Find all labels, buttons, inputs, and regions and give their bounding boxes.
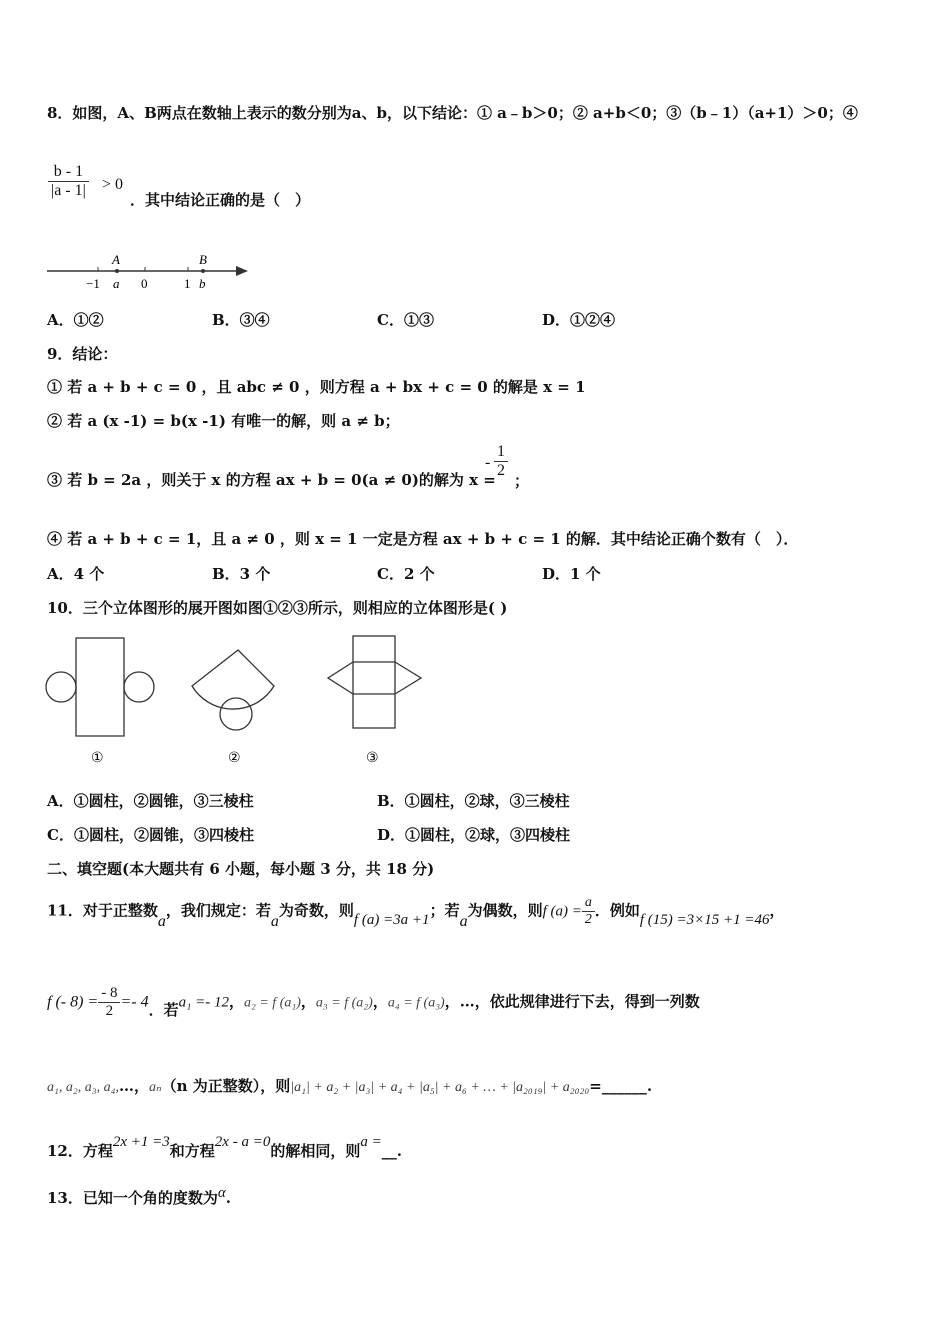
q11-f-even-frac bbox=[582, 895, 595, 928]
q11-part1: 11．对于正整数 bbox=[47, 901, 158, 920]
q11-comma-1: ， bbox=[228, 992, 244, 1011]
q11-comma: ， bbox=[769, 901, 785, 920]
label-A: A bbox=[112, 252, 120, 267]
q11-l2-part1: ．若 bbox=[148, 1000, 179, 1019]
label-1: 1 bbox=[184, 276, 191, 291]
q12-part3: 的解相同，则 bbox=[270, 1142, 361, 1160]
net-label-3: ③ bbox=[366, 750, 379, 766]
label-b: b bbox=[199, 276, 206, 291]
q8-tail: ．其中结论正确的是（ ） bbox=[130, 191, 311, 209]
q9-s3-fraction-numerator: 1 bbox=[494, 443, 508, 462]
q8-option-b: B．③④ bbox=[212, 311, 270, 329]
q11-answer-blank: =______. bbox=[589, 1077, 653, 1095]
q9-s3-end: ； bbox=[514, 472, 530, 490]
q12-answer-blank: __. bbox=[381, 1142, 402, 1160]
q8-fraction bbox=[48, 163, 89, 200]
q11-a4-eq: a₄ = f (a₃) bbox=[387, 995, 445, 1011]
q10-option-c: C．①圆柱，②圆锥，③四棱柱 bbox=[47, 826, 254, 844]
q13-line bbox=[47, 1187, 231, 1208]
label-0: 0 bbox=[141, 276, 148, 291]
q10-text: 10．三个立体图形的展开图如图①②③所示，则相应的立体图形是( ) bbox=[47, 599, 508, 617]
q11-comma-3: ， bbox=[372, 992, 388, 1011]
q11-sum-expr: |a₁| + a₂ + |a₃| + a₄ + |a₅| + a₆ + … + |a₂₀₁₉| + a₂₀₂₀ bbox=[290, 1080, 590, 1095]
q9-statement-2: ② 若 a (x -1) = b(x -1) 有唯一的解，则 a ≠ b； bbox=[47, 412, 400, 430]
q10-option-b: B．①圆柱，②球，③三棱柱 bbox=[377, 792, 570, 810]
q11-a1-eq: a₁ =- 12 bbox=[178, 994, 229, 1011]
q8-fraction-numerator: b - 1 bbox=[48, 163, 89, 182]
q9-statement-4: ④ 若 a + b + c = 1，且 a ≠ 0 ，则 x = 1 一定是方程 ax + b + c = 1 的解．其中结论正确个数有（ ）． bbox=[47, 530, 799, 548]
q12-eq3: a = bbox=[360, 1134, 382, 1150]
net-cylinder bbox=[46, 638, 154, 736]
q9-option-c: C．2 个 bbox=[377, 565, 435, 583]
q11-line1 bbox=[47, 895, 785, 928]
point-b bbox=[201, 269, 205, 273]
q11-part4: ；若 bbox=[429, 901, 460, 920]
q9-statement-1: ① 若 a + b + c = 0 ，且 abc ≠ 0 ，则方程 a + bx + c = 0 的解是 x = 1 bbox=[47, 378, 586, 396]
q9-option-b: B．3 个 bbox=[212, 565, 271, 583]
net-cone bbox=[192, 650, 274, 730]
q11-part2: ，我们规定：若 bbox=[165, 901, 271, 920]
net-label-2: ② bbox=[228, 750, 241, 766]
q11-ex2-num: - 8 bbox=[98, 985, 120, 1003]
q11-var-a3: a bbox=[459, 912, 468, 930]
q8-fraction-denominator: |a - 1| bbox=[51, 182, 86, 199]
q11-ex2-frac bbox=[98, 985, 120, 1020]
label-a: a bbox=[113, 276, 120, 291]
q11-part3: 为奇数，则 bbox=[278, 901, 354, 920]
q11-f-odd: f (a) =3a +1 bbox=[353, 911, 430, 928]
q11-var-a2: a bbox=[270, 912, 279, 930]
q11-var-a1: a bbox=[157, 912, 166, 930]
q11-ex2-rhs: =- 4 bbox=[120, 993, 149, 1011]
q11-example1: f (15) =3×15 +1 =46 bbox=[639, 911, 770, 928]
q12-eq2: 2x - a =0 bbox=[214, 1134, 271, 1150]
section-2-heading: 二、填空题(本大题共有 6 小题，每小题 3 分，共 18 分) bbox=[47, 860, 435, 878]
q11-part6: ．例如 bbox=[594, 901, 640, 920]
net-figures bbox=[40, 628, 430, 770]
q8-text: 8．如图，A、B两点在数轴上表示的数分别为a、b，以下结论：① a﹣b＞0；② a+b＜0；③（b﹣1）（a+1）＞0；④ bbox=[47, 104, 858, 122]
q8-fraction-gt: > 0 bbox=[102, 176, 124, 193]
q9-option-a: A．4 个 bbox=[47, 565, 105, 583]
q11-f-even-den: 2 bbox=[584, 912, 592, 927]
net-prism bbox=[328, 636, 421, 728]
q9-s3-fraction bbox=[494, 443, 508, 480]
q11-comma-2: ， bbox=[300, 992, 316, 1011]
q11-f-even-num: a bbox=[582, 895, 595, 912]
q9-title: 9．结论： bbox=[47, 345, 118, 363]
point-a bbox=[115, 269, 119, 273]
q11-f-even-lhs: f (a) = bbox=[542, 903, 582, 920]
number-line-arrow bbox=[236, 266, 248, 276]
q9-statement-3: ③ 若 b = 2a ，则关于 x 的方程 ax + b = 0(a ≠ 0)的解为 x = bbox=[47, 471, 496, 489]
q11-l2-part2: ，…，依此规律进行下去，得到一列数 bbox=[444, 992, 700, 1011]
q11-l3-part2: （n 为正整数），则 bbox=[161, 1077, 291, 1095]
q12-part1: 12．方程 bbox=[47, 1142, 113, 1160]
q12-line bbox=[47, 1134, 402, 1161]
q11-part5: 为偶数，则 bbox=[467, 901, 543, 920]
q9-s3-fraction-denominator: 2 bbox=[497, 462, 505, 479]
q11-ex2-den: 2 bbox=[105, 1003, 114, 1019]
q8-option-a: A．①② bbox=[47, 311, 104, 329]
q13-end: . bbox=[225, 1189, 231, 1207]
q13-alpha: α bbox=[217, 1185, 226, 1201]
q8-option-c: C．①③ bbox=[377, 311, 434, 329]
q9-s3-minus: - bbox=[485, 454, 491, 471]
q11-l3-part1: …， bbox=[118, 1077, 149, 1095]
q8-option-d: D．①②④ bbox=[542, 311, 616, 329]
q11-a3-eq: a₃ = f (a₂) bbox=[315, 995, 373, 1011]
label-B: B bbox=[199, 252, 207, 267]
q9-option-d: D．1 个 bbox=[542, 565, 601, 583]
q11-line3 bbox=[47, 1075, 652, 1096]
q11-line2 bbox=[47, 985, 700, 1020]
net-label-1: ① bbox=[91, 750, 104, 766]
q13-part1: 13．已知一个角的度数为 bbox=[47, 1189, 218, 1207]
q12-part2: 和方程 bbox=[169, 1142, 215, 1160]
q10-option-d: D．①圆柱，②球，③四棱柱 bbox=[377, 826, 571, 844]
q11-ex2-lhs: f (- 8) = bbox=[47, 993, 99, 1011]
q11-seq: a₁, a₂, a₃, a₄, bbox=[47, 1080, 119, 1095]
q12-eq1: 2x +1 =3 bbox=[112, 1134, 170, 1150]
q10-option-a: A．①圆柱，②圆锥，③三棱柱 bbox=[47, 792, 254, 810]
number-line-figure bbox=[40, 250, 260, 295]
q11-an: aₙ bbox=[148, 1080, 162, 1095]
label-minus1: −1 bbox=[86, 276, 100, 291]
q11-a2-eq: a₂ = f (a₁) bbox=[243, 995, 301, 1011]
